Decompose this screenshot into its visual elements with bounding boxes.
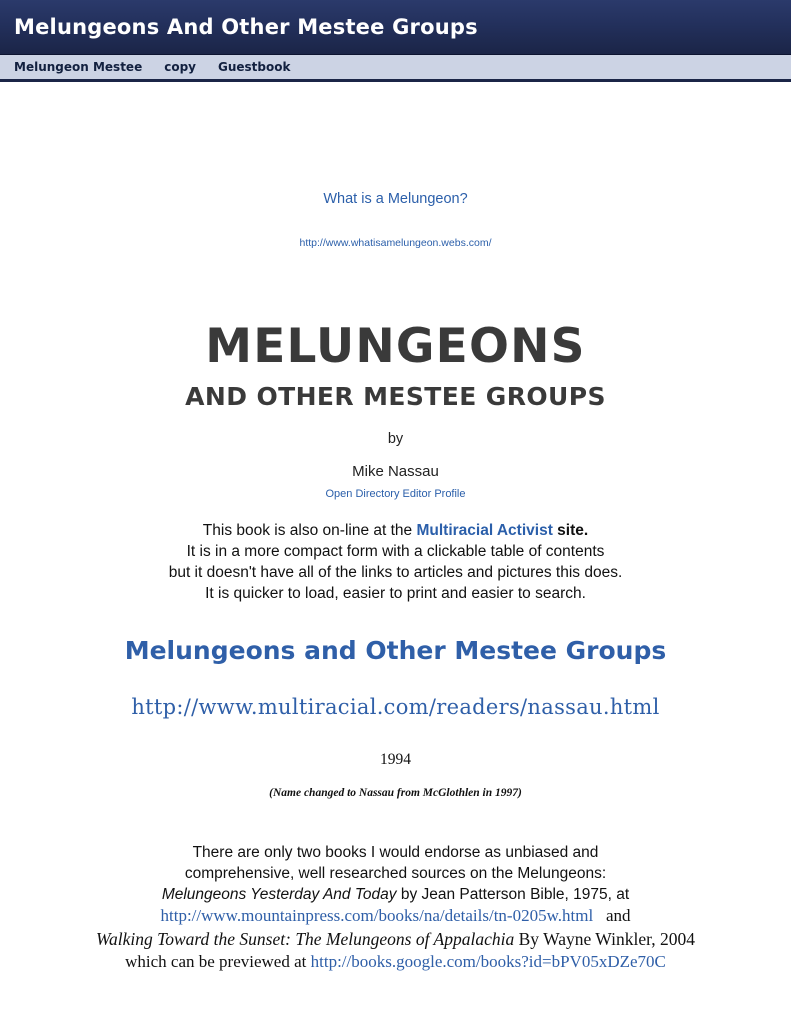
online-availability-note xyxy=(0,520,791,604)
name-change-note: (Name changed to Nassau from McGlothlen in 1997) xyxy=(269,787,522,800)
endorsement-line-1: There are only two books I would endorse as unbiased and xyxy=(192,844,599,862)
author-link-row xyxy=(0,484,791,502)
melungeons-and-other-mestee-groups-link[interactable]: Melungeons and Other Mestee Groups xyxy=(124,636,667,666)
book-1-link-suffix: and xyxy=(605,906,631,926)
online-note-line-2: It is in a more compact form with a clickable table of contents xyxy=(186,543,605,561)
navigation-bar xyxy=(0,55,791,82)
multiracial-nassau-url-link[interactable]: http://www.multiracial.com/readers/nassau.html xyxy=(131,695,660,720)
open-directory-editor-profile-link[interactable]: Open Directory Editor Profile xyxy=(325,488,466,500)
what-is-a-melungeon-link[interactable]: What is a Melungeon? xyxy=(323,191,468,207)
big-link-row xyxy=(0,604,791,665)
book-1-title: Melungeons Yesterday And Today xyxy=(161,885,397,903)
site-header xyxy=(0,0,791,55)
online-note-line-4: It is quicker to load, easier to print and easier to search. xyxy=(205,585,586,603)
online-note-line-1 xyxy=(0,520,791,541)
mountainpress-link[interactable]: http://www.mountainpress.com/books/na/details/tn-0205w.html xyxy=(160,906,594,926)
endorsement-book-1 xyxy=(0,885,791,906)
endorsement-book-2 xyxy=(0,928,791,951)
document-body xyxy=(0,82,791,974)
book-subtitle: AND OTHER MESTEE GROUPS xyxy=(185,382,606,411)
multiracial-activist-link[interactable]: Multiracial Activist xyxy=(416,522,553,539)
nav-item-guestbook[interactable]: Guestbook xyxy=(218,60,291,74)
multiracial-url-row xyxy=(0,665,791,719)
publication-year: 1994 xyxy=(380,751,411,769)
author-name: Mike Nassau xyxy=(352,463,439,480)
endorsement-preview-row xyxy=(0,951,791,974)
byline-label: by xyxy=(387,431,404,447)
online-note-line-1-suffix: site. xyxy=(552,522,589,539)
page-title: Melungeons And Other Mestee Groups xyxy=(14,15,478,39)
book-1-credit: by Jean Patterson Bible, 1975, at xyxy=(396,885,630,903)
top-url-row xyxy=(0,233,791,251)
book-title: MELUNGEONS xyxy=(205,319,586,374)
endorsement-book-1-link-row xyxy=(0,905,791,928)
endorsement-line-2: comprehensive, well researched sources on the Melungeons: xyxy=(184,864,607,882)
preview-prefix: which can be previewed at xyxy=(125,952,311,972)
endorsement-block xyxy=(0,843,791,973)
online-note-line-1-prefix: This book is also on-line at the xyxy=(202,522,417,539)
book-2-credit: By Wayne Winkler, 2004 xyxy=(514,928,695,949)
nav-item-copy[interactable]: copy xyxy=(164,60,196,74)
whatisamelungeon-url-link[interactable]: http://www.whatisamelungeon.webs.com/ xyxy=(299,237,492,249)
google-books-preview-link[interactable]: http://books.google.com/books?id=bPV05xDZe70C xyxy=(310,952,666,972)
nav-item-melungeon-mestee[interactable]: Melungeon Mestee xyxy=(14,60,143,74)
book-2-title: Walking Toward the Sunset: The Melungeons of Appalachia xyxy=(96,928,515,949)
online-note-line-3: but it doesn't have all of the links to articles and pictures this does. xyxy=(168,564,623,582)
